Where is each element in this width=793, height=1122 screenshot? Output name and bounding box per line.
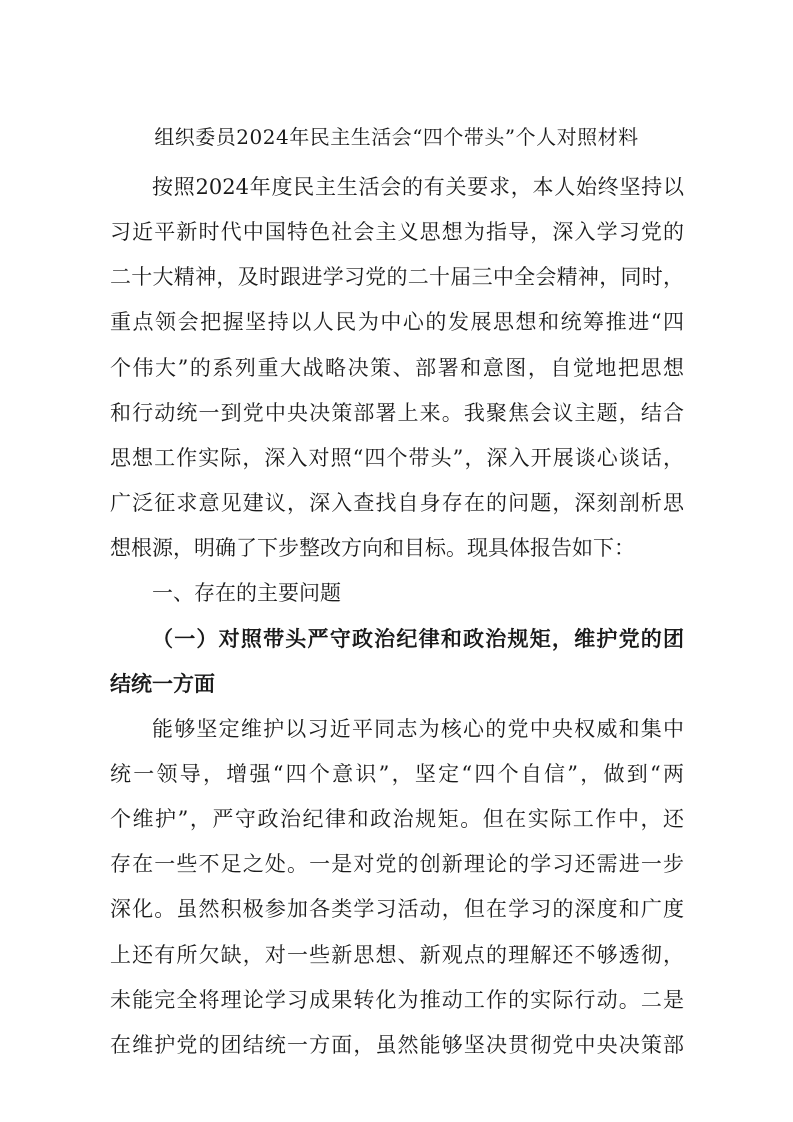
paragraph-line: 个维护”，严守政治纪律和政治规矩。但在实际工作中，还 [110, 807, 684, 831]
subsection-heading-line: 结统一方面 [110, 671, 215, 696]
paragraph-line: 按照2024年度民主生活会的有关要求，本人始终坚持以 [152, 175, 684, 199]
subsection-heading-line: （一）对照带头严守政治纪律和政治规矩，维护党的团 [152, 626, 684, 651]
paragraph-line: 能够坚定维护以习近平同志为核心的党中央权威和集中 [152, 717, 684, 741]
paragraph-line: 思想工作实际，深入对照“四个带头”，深入开展谈心谈话， [110, 446, 684, 470]
paragraph-line: 存在一些不足之处。一是对党的创新理论的学习还需进一步 [110, 852, 684, 876]
paragraph-line: 想根源，明确了下步整改方向和目标。现具体报告如下： [110, 536, 635, 560]
document-title: 组织委员2024年民主生活会“四个带头”个人对照材料 [154, 125, 639, 149]
paragraph-line: 习近平新时代中国特色社会主义思想为指导，深入学习党的 [110, 220, 684, 244]
paragraph-line: 个伟大”的系列重大战略决策、部署和意图，自觉地把思想 [110, 356, 684, 380]
paragraph-line: 在维护党的团结统一方面，虽然能够坚决贯彻党中央决策部 [110, 1033, 684, 1057]
paragraph-line: 重点领会把握坚持以人民为中心的发展思想和统筹推进“四 [110, 310, 684, 334]
paragraph-line: 未能完全将理论学习成果转化为推动工作的实际行动。二是 [110, 988, 684, 1012]
paragraph-line: 和行动统一到党中央决策部署上来。我聚焦会议主题，结合 [110, 401, 684, 425]
paragraph-line: 统一领导，增强“四个意识”，坚定“四个自信”，做到“两 [110, 762, 684, 786]
section-heading: 一、存在的主要问题 [152, 581, 341, 605]
paragraph-line: 上还有所欠缺，对一些新思想、新观点的理解还不够透彻， [110, 943, 684, 967]
paragraph-line: 二十大精神，及时跟进学习党的二十届三中全会精神，同时， [110, 265, 684, 289]
paragraph-line: 深化。虽然积极参加各类学习活动，但在学习的深度和广度 [110, 897, 684, 921]
paragraph-line: 广泛征求意见建议，深入查找自身存在的问题，深刻剖析思 [110, 491, 684, 515]
